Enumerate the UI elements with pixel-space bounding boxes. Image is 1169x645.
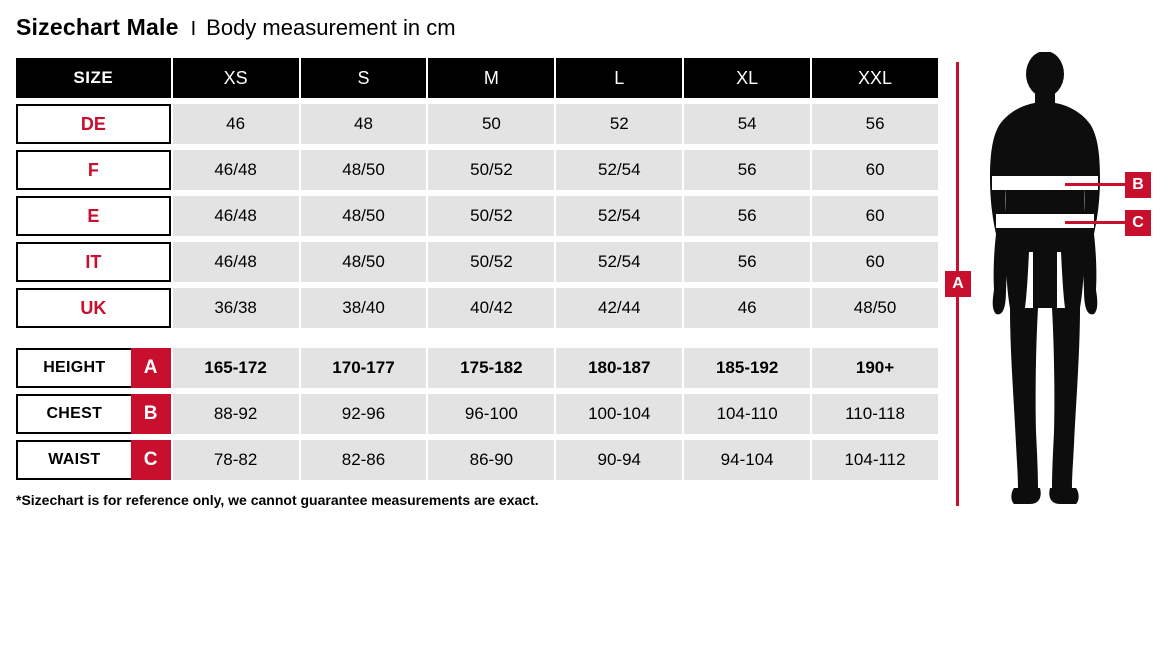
cell-it-xl: 56 (684, 242, 810, 282)
footnote: *Sizechart is for reference only, we cannot guarantee measurements are exact. (16, 492, 539, 508)
row-label-chest-text: CHEST (16, 394, 131, 434)
cell-it-xxl: 60 (812, 242, 938, 282)
table-section-gap (16, 334, 938, 348)
table-row (16, 196, 938, 236)
chest-tick-line (1065, 183, 1125, 186)
cell-uk-xl: 46 (684, 288, 810, 328)
table-header-row (16, 58, 938, 98)
title-main: Sizechart Male (16, 14, 179, 40)
cell-uk-xxl: 48/50 (812, 288, 938, 328)
header-size-xxl: XXL (812, 58, 938, 98)
cell-chest-xl: 104-110 (684, 394, 810, 434)
row-label-height (16, 348, 171, 388)
cell-it-l: 52/54 (556, 242, 682, 282)
cell-uk-m: 40/42 (428, 288, 554, 328)
cell-de-xs: 46 (173, 104, 299, 144)
table-row (16, 394, 938, 434)
row-label-uk: UK (16, 288, 171, 328)
cell-f-m: 50/52 (428, 150, 554, 190)
cell-e-m: 50/52 (428, 196, 554, 236)
header-label-size: SIZE (16, 58, 171, 98)
table-row (16, 348, 938, 388)
cell-uk-s: 38/40 (301, 288, 427, 328)
table-row (16, 242, 938, 282)
row-label-waist-text: WAIST (16, 440, 131, 480)
cell-waist-xxl: 104-112 (812, 440, 938, 480)
row-label-it: IT (16, 242, 171, 282)
cell-chest-m: 96-100 (428, 394, 554, 434)
cell-waist-m: 86-90 (428, 440, 554, 480)
header-size-l: L (556, 58, 682, 98)
title-subtitle: Body measurement in cm (206, 15, 456, 40)
header-size-s: S (301, 58, 427, 98)
waist-tick-line (1065, 221, 1125, 224)
figure-badge-c: C (1125, 210, 1151, 236)
cell-chest-xs: 88-92 (173, 394, 299, 434)
cell-uk-xs: 36/38 (173, 288, 299, 328)
cell-e-xs: 46/48 (173, 196, 299, 236)
row-label-height-text: HEIGHT (16, 348, 131, 388)
cell-height-xxl: 190+ (812, 348, 938, 388)
row-label-de: DE (16, 104, 171, 144)
header-size-m: M (428, 58, 554, 98)
row-badge-a: A (131, 348, 171, 388)
cell-waist-s: 82-86 (301, 440, 427, 480)
body-figure (940, 52, 1160, 512)
row-label-chest (16, 394, 171, 434)
cell-waist-xs: 78-82 (173, 440, 299, 480)
header-size-xs: XS (173, 58, 299, 98)
table-row (16, 104, 938, 144)
sizechart-table (16, 58, 938, 486)
cell-e-xl: 56 (684, 196, 810, 236)
cell-chest-xxl: 110-118 (812, 394, 938, 434)
cell-f-xxl: 60 (812, 150, 938, 190)
cell-f-xs: 46/48 (173, 150, 299, 190)
page-title (16, 14, 456, 41)
cell-height-xs: 165-172 (173, 348, 299, 388)
cell-f-s: 48/50 (301, 150, 427, 190)
cell-e-xxl: 60 (812, 196, 938, 236)
header-size-xl: XL (684, 58, 810, 98)
cell-it-xs: 46/48 (173, 242, 299, 282)
cell-height-l: 180-187 (556, 348, 682, 388)
cell-f-l: 52/54 (556, 150, 682, 190)
cell-chest-l: 100-104 (556, 394, 682, 434)
row-label-f: F (16, 150, 171, 190)
row-badge-c: C (131, 440, 171, 480)
table-row (16, 150, 938, 190)
table-row (16, 288, 938, 328)
cell-de-xxl: 56 (812, 104, 938, 144)
figure-badge-a: A (945, 271, 971, 297)
cell-uk-l: 42/44 (556, 288, 682, 328)
row-label-waist (16, 440, 171, 480)
table-row (16, 440, 938, 480)
cell-height-xl: 185-192 (684, 348, 810, 388)
cell-de-xl: 54 (684, 104, 810, 144)
cell-de-l: 52 (556, 104, 682, 144)
cell-e-l: 52/54 (556, 196, 682, 236)
title-separator: I (190, 18, 197, 40)
cell-it-s: 48/50 (301, 242, 427, 282)
cell-de-m: 50 (428, 104, 554, 144)
cell-chest-s: 92-96 (301, 394, 427, 434)
cell-de-s: 48 (301, 104, 427, 144)
cell-f-xl: 56 (684, 150, 810, 190)
cell-height-s: 170-177 (301, 348, 427, 388)
cell-waist-l: 90-94 (556, 440, 682, 480)
row-badge-b: B (131, 394, 171, 434)
cell-it-m: 50/52 (428, 242, 554, 282)
cell-e-s: 48/50 (301, 196, 427, 236)
cell-height-m: 175-182 (428, 348, 554, 388)
male-body-silhouette-icon (970, 52, 1120, 512)
figure-badge-b: B (1125, 172, 1151, 198)
cell-waist-xl: 94-104 (684, 440, 810, 480)
row-label-e: E (16, 196, 171, 236)
